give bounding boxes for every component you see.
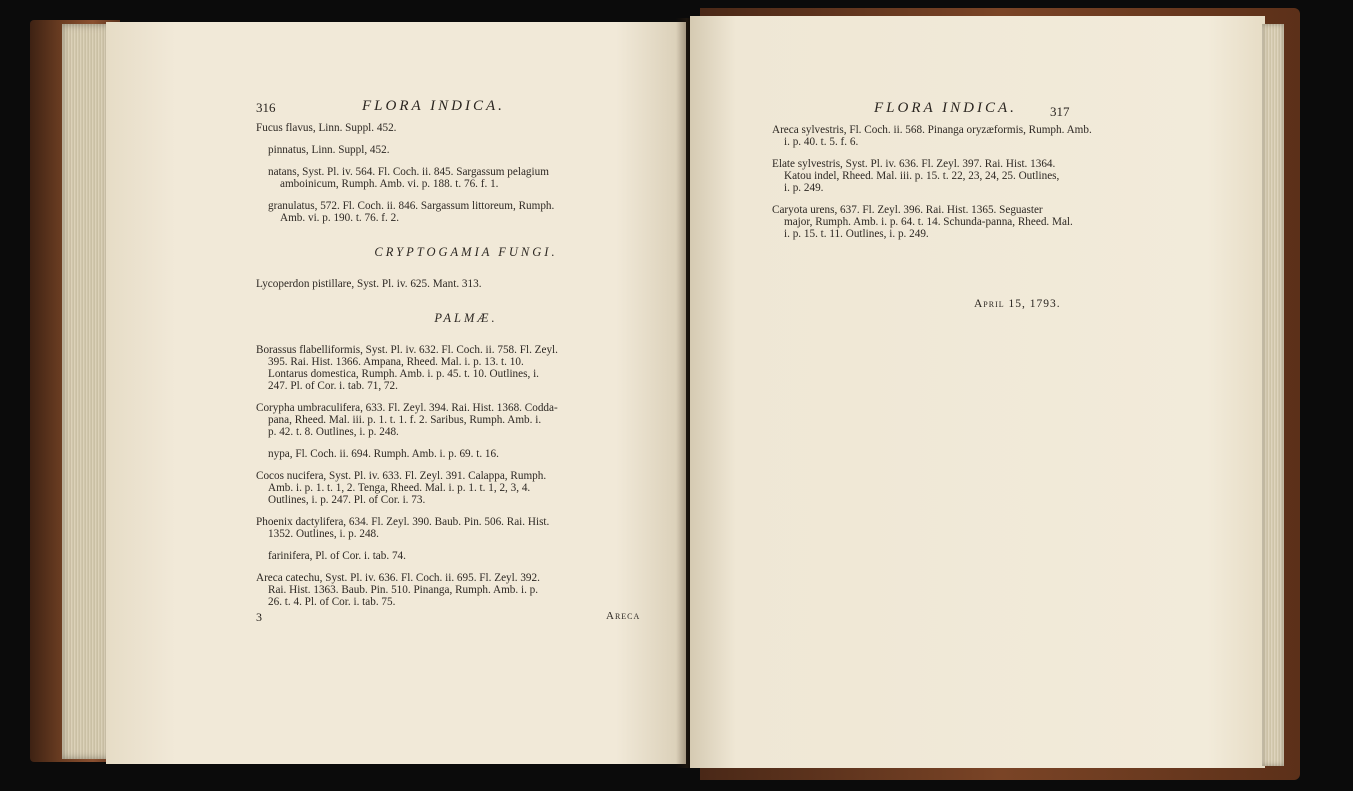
entry-line: pana, Rheed. Mal. iii. p. 1. t. 1. f. 2. Saribus, Rumph. Amb. i.: [268, 414, 542, 426]
entry-line: p. 42. t. 8. Outlines, i. p. 248.: [268, 426, 399, 438]
catalog-entry: [772, 158, 1112, 194]
catalog-entry: [256, 200, 676, 224]
entry-line: Rai. Hist. 1363. Baub. Pin. 510. Pinanga, Rumph. Amb. i. p.: [268, 584, 539, 596]
fucus-entries: [256, 122, 676, 224]
entry-line: Borassus flabelliformis, Syst. Pl. iv. 632. Fl. Coch. ii. 758. Fl. Zeyl.: [256, 344, 558, 356]
entry-line: Areca catechu, Syst. Pl. iv. 636. Fl. Coch. ii. 695. Fl. Zeyl. 392.: [256, 572, 540, 584]
entry-line: pinnatus, Linn. Suppl, 452.: [268, 144, 390, 156]
signature-mark: 3: [256, 610, 262, 624]
catalog-entry: [256, 122, 676, 134]
section-heading-palmae: PALMÆ.: [434, 311, 498, 325]
entry-line: i. p. 15. t. 11. Outlines, i. p. 249.: [784, 228, 929, 240]
right-page-text: [772, 124, 1112, 250]
entry-line: Fucus flavus, Linn. Suppl. 452.: [256, 122, 397, 134]
page-number: 317: [1050, 104, 1070, 119]
entry-line: Lycoperdon pistillare, Syst. Pl. iv. 625. Mant. 313.: [256, 278, 482, 290]
catalog-entry: [256, 572, 676, 608]
entry-line: Lontarus domestica, Rumph. Amb. i. p. 45. t. 10. Outlines, i.: [268, 368, 539, 380]
date-line: April 15, 1793.: [974, 298, 1061, 310]
entry-line: 26. t. 4. Pl. of Cor. i. tab. 75.: [268, 596, 396, 608]
running-head: FLORA INDICA.: [362, 98, 505, 114]
catalog-entry: [256, 516, 676, 540]
entry-line: amboinicum, Rumph. Amb. vi. p. 188. t. 76. f. 1.: [280, 178, 499, 190]
entry-line: Outlines, i. p. 247. Pl. of Cor. i. 73.: [268, 494, 426, 506]
entry-line: 1352. Outlines, i. p. 248.: [268, 528, 379, 540]
palmae-entries: [256, 344, 676, 608]
entry-line: Phoenix dactylifera, 634. Fl. Zeyl. 390. Baub. Pin. 506. Rai. Hist.: [256, 516, 550, 528]
entry-line: Amb. vi. p. 190. t. 76. f. 2.: [280, 212, 400, 224]
entry-line: 395. Rai. Hist. 1366. Ampana, Rheed. Mal. i. p. 13. t. 10.: [268, 356, 524, 368]
entry-line: i. p. 249.: [784, 182, 824, 194]
entry-line: Katou indel, Rheed. Mal. iii. p. 15. t. 22, 23, 24, 25. Outlines,: [784, 170, 1060, 182]
catalog-entry: [256, 402, 676, 438]
fungi-entries: [256, 278, 676, 290]
entry-line: 247. Pl. of Cor. i. tab. 71, 72.: [268, 380, 398, 392]
catalog-entry: [772, 204, 1112, 240]
left-page-text: [256, 122, 676, 618]
catalog-entry: [256, 144, 676, 156]
catchword: Areca: [606, 610, 641, 622]
page-edges-left: [62, 24, 110, 759]
catalog-entry: [256, 470, 676, 506]
entry-line: natans, Syst. Pl. iv. 564. Fl. Coch. ii. 845. Sargassum pelagium: [268, 166, 549, 178]
right-entries: [772, 124, 1112, 240]
entry-line: farinifera, Pl. of Cor. i. tab. 74.: [268, 550, 406, 562]
catalog-entry: [256, 166, 676, 190]
catalog-entry: [772, 124, 1112, 148]
left-page: [106, 22, 686, 764]
entry-line: Corypha umbraculifera, 633. Fl. Zeyl. 394. Rai. Hist. 1368. Codda-: [256, 402, 558, 414]
catalog-entry: [256, 278, 676, 290]
entry-line: Cocos nucifera, Syst. Pl. iv. 633. Fl. Zeyl. 391. Calappa, Rumph.: [256, 470, 547, 482]
running-head: FLORA INDICA.: [874, 100, 1017, 116]
entry-line: Caryota urens, 637. Fl. Zeyl. 396. Rai. Hist. 1365. Seguaster: [772, 204, 1043, 216]
entry-line: Areca sylvestris, Fl. Coch. ii. 568. Pinanga oryzæformis, Rumph. Amb.: [772, 124, 1092, 136]
section-heading-fungi: CRYPTOGAMIA FUNGI.: [374, 245, 558, 259]
entry-line: Amb. i. p. 1. t. 1, 2. Tenga, Rheed. Mal. i. p. 1. t. 1, 2, 3, 4.: [268, 482, 531, 494]
entry-line: granulatus, 572. Fl. Coch. ii. 846. Sargassum littoreum, Rumph.: [268, 200, 555, 212]
catalog-entry: [256, 550, 676, 562]
right-page: [690, 16, 1265, 768]
entry-line: major, Rumph. Amb. i. p. 64. t. 14. Schunda-panna, Rheed. Mal.: [784, 216, 1073, 228]
page-number: 316: [256, 100, 276, 115]
page-edges-right: [1262, 24, 1284, 766]
catalog-entry: [256, 344, 676, 392]
entry-line: i. p. 40. t. 5. f. 6.: [784, 136, 859, 148]
entry-line: Elate sylvestris, Syst. Pl. iv. 636. Fl. Zeyl. 397. Rai. Hist. 1364.: [772, 158, 1056, 170]
entry-line: nypa, Fl. Coch. ii. 694. Rumph. Amb. i. p. 69. t. 16.: [268, 448, 499, 460]
catalog-entry: [256, 448, 676, 460]
